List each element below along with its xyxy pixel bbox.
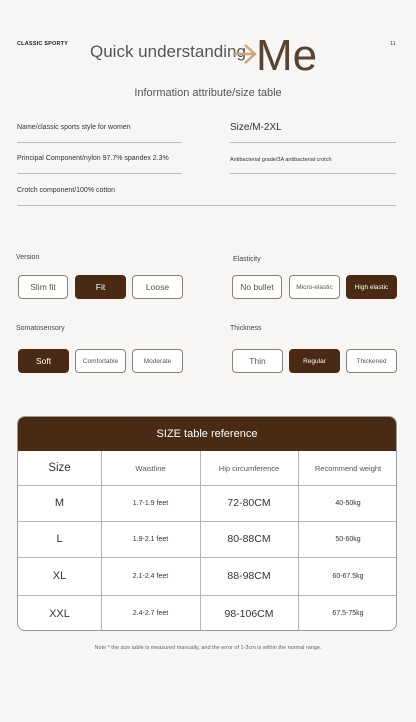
version-label: Version: [16, 254, 40, 261]
grid-line: [18, 521, 396, 522]
waistline-cell: 2.4-2.7 feet: [132, 610, 169, 617]
page-subtitle: Information attribute/size table: [134, 87, 282, 99]
header-weight: Recommend weight: [314, 463, 382, 473]
size-table: [17, 416, 397, 631]
header-waistline: Waistline: [135, 463, 166, 473]
option-regular[interactable]: Regular: [289, 349, 340, 373]
option-comfortable[interactable]: Comfortable: [75, 349, 126, 373]
option-soft[interactable]: Soft: [18, 349, 69, 373]
divider: [17, 142, 182, 143]
size-note: Note * the size table is measured manually, and the error of 1-3cm is within the normal range.: [94, 645, 322, 651]
divider: [17, 173, 182, 174]
grid-line: [200, 451, 201, 631]
option-moderate[interactable]: Moderate: [132, 349, 183, 373]
size-table-title: SIZE table reference: [18, 417, 396, 451]
size-cell: XXL: [49, 607, 70, 620]
option-fit[interactable]: Fit: [75, 275, 126, 299]
attr-component: Principal Component/nylon 97.7% spandex 2.3%: [17, 155, 169, 162]
brand-label: CLASSIC SPORTY: [17, 41, 69, 47]
divider: [230, 173, 396, 174]
size-cell: L: [56, 533, 63, 545]
option-loose[interactable]: Loose: [132, 275, 183, 299]
hip-cell: 80-88CM: [227, 533, 271, 545]
arrow-right-icon: [232, 40, 258, 68]
grid-line: [298, 451, 299, 631]
header-hip: Hip circumference: [218, 463, 280, 473]
waistline-cell: 1.7-1.9 feet: [132, 499, 169, 507]
option-no-bullet[interactable]: No bullet: [232, 275, 282, 299]
attr-crotch: Crotch component/100% cotton: [17, 187, 116, 194]
weight-cell: 50-60kg: [335, 535, 361, 543]
size-cell: M: [54, 497, 65, 509]
hip-cell: 88-98CM: [227, 570, 271, 582]
somatosensory-label: Somatosensory: [16, 325, 65, 332]
waistline-cell: 2.1-2.4 feet: [132, 572, 169, 580]
hip-cell: 72-80CM: [227, 497, 271, 509]
divider: [230, 142, 396, 143]
divider: [17, 205, 396, 206]
me-heading: Me: [256, 31, 318, 80]
grid-line: [18, 557, 396, 558]
weight-cell: 40-50kg: [335, 499, 361, 507]
size-cell: XL: [52, 570, 67, 582]
header-size: Size: [48, 462, 71, 474]
waistline-cell: 1.9-2.1 feet: [132, 535, 169, 543]
hip-cell: 98-106CM: [224, 607, 274, 620]
weight-cell: 67.5-75kg: [332, 610, 364, 617]
grid-line: [101, 451, 102, 631]
attr-antibacterial: Antibacterial grade/3A antibacterial crotch: [230, 157, 332, 163]
weight-cell: 60-67.5kg: [332, 572, 364, 580]
attr-size: Size/M-2XL: [230, 122, 282, 133]
grid-line: [18, 485, 396, 486]
option-micro-elastic[interactable]: Micro-elastic: [289, 275, 340, 299]
option-thin[interactable]: Thin: [232, 349, 283, 373]
attr-name: Name/classic sports style for women: [17, 124, 131, 131]
elasticity-label: Elasticity: [233, 256, 261, 263]
thickness-label: Thickness: [230, 325, 262, 332]
option-high-elastic[interactable]: High elastic: [346, 275, 397, 299]
grid-line: [18, 595, 396, 596]
option-slim-fit[interactable]: Slim fit: [18, 275, 68, 299]
option-thickened[interactable]: Thickened: [346, 349, 397, 373]
quick-understanding-text: Quick understanding: [90, 42, 246, 61]
page-marker: 11: [390, 41, 396, 47]
